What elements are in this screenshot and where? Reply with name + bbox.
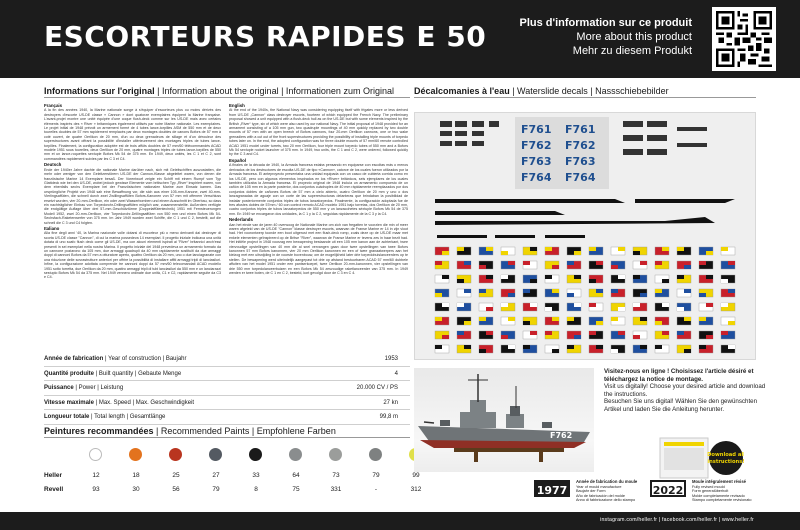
signal-flag-detail <box>596 345 603 349</box>
mould-year-logo: 1977 <box>534 480 570 497</box>
signal-flag-detail <box>486 247 493 251</box>
signal-flag-detail <box>662 331 669 335</box>
signal-flag-detail <box>530 331 537 335</box>
spec-label-rest: | Total length | Gesamtlänge <box>89 414 166 420</box>
decal-code: F762 <box>521 139 552 152</box>
signal-flag-detail <box>508 261 515 265</box>
spec-value: 27 kn <box>383 399 398 406</box>
social-links[interactable]: instagram.com/heller.fr | facebook.com/heller.fr | www.heller.fr <box>600 517 754 523</box>
heller-code: 25 <box>172 472 180 479</box>
lang-heading-es: Español <box>229 157 247 163</box>
hull-number: F762 <box>550 431 573 440</box>
revell-code: 75 <box>292 486 300 493</box>
more-info-de: Mehr zu diesem Produkt <box>572 45 692 57</box>
heller-code: 64 <box>292 472 300 479</box>
signal-flag-detail <box>479 265 486 269</box>
signal-flag-detail <box>721 331 728 335</box>
spec-value: 1953 <box>384 356 398 362</box>
instructions-download-graphic[interactable] <box>658 432 744 482</box>
more-info-en: More about this product <box>576 31 692 43</box>
signal-flag-detail <box>508 317 515 321</box>
lang-heading-en: English <box>229 103 245 108</box>
signal-flag-detail <box>501 303 508 307</box>
signal-flag-detail <box>464 345 471 349</box>
decal-code: F763 <box>565 155 596 168</box>
history-column-left <box>44 102 221 348</box>
signal-flag-detail <box>545 247 552 251</box>
signal-flag-detail <box>501 335 508 339</box>
signal-flag-detail <box>486 275 493 279</box>
signal-flag-detail <box>618 307 625 311</box>
signal-flag-detail <box>530 303 537 307</box>
decal-sheet-artwork <box>415 113 757 361</box>
decals-title-bold: Décalcomanies à l'eau <box>414 86 510 96</box>
history-column-right <box>229 102 408 348</box>
signal-flag-detail <box>567 345 574 349</box>
signal-flag-detail <box>457 247 464 251</box>
signal-flags-grid <box>435 247 735 353</box>
signal-flag-detail <box>552 317 559 321</box>
signal-flag-detail <box>552 349 559 353</box>
history-text-en: At the end of the 1940s, the National Navy was considering equipping itself with frigates more or less derived from US-DE „Cannon“ class destroyer escorts, fourteen of which equipped the French Navy. The preliminary proposal showed a unit equipped with a flush-deck hull as on the US-DE but with some elements inspired by the British „River“ type, six of which were also used by our national Navy. The initial proposal of 1948 provided for an armament consisting of a 105 mm gun, two quadruple mountings of 40 mm quickly replaced by two double mounts of 57 mm with an open breech of Bofors cannons, four 20-mm Oerlikon cannons, one or two wake grenadiers with a cut out of the front superstructures providing the possibility of installing triple mounts of torpedo tubes later on. In the end, the adopted configuration was for three double mounts of 57 mm/60 remote controlled ACAD 1951 model under turrets, two 20 mm Oerlikon, four triple mount torpedo tubes of 550 mm and a Bofors Mk 54 sextuple rocket launcher of 375 mm. In 1949, two units, the C 1 and C 2, were ordered, followed quickly by the C 3 and C4. <box>229 108 408 157</box>
signal-flag-detail <box>464 289 471 293</box>
signal-flag-detail <box>523 321 530 325</box>
signal-flag-detail <box>677 307 684 311</box>
revell-code: 312 <box>410 486 422 493</box>
decals-title-rest: | Waterslide decals | Nassschiebebilder <box>509 86 669 96</box>
spec-label-bold: Vitesse maximale <box>44 399 94 406</box>
signal-flag-detail <box>552 289 559 293</box>
signal-flag-detail <box>699 317 706 321</box>
signal-flag-detail <box>589 279 596 283</box>
signal-flag-detail <box>611 349 618 353</box>
decal-code: F761 <box>565 123 596 136</box>
history-text-fr: A la fin des années 1940, la Marine nationale songe à s'équiper d'escorteurs plus ou moins dérivés des destroyers d'escorte US-DE classe « Cannon » dont quatorze exemplaires équipent la Marine française. L'avant-projet montre une unité équipée d'une coque flush-deck comme sur les US-DE mais avec certains éléments inspirés des « River » britanniques également utilisés par notre Marine nationale. Les exemplaires. Le projet initial de 1948 prévoit un armement formé de 4 tubes lance-torpilles ASM de 550 mm et de deux tourelles doubles de 57 mm rapidement remplacés par deux montages doubles de canons Bofors de 57 mm à coté ouvert, de quatre Oerlikon de 20 mm, d'un ou deux grenadeurs de sillage et d'un dérouleur des superstructures avant offrant la possibilité d'installer ultérieurement des montages triples de tubes lance-torpilles. Finalement, la configuration adoptée est de trois affûts doubles de 57 mm/60 télécommandés ACAD modèle 1951 sous tourelles, deux Oerlikon de 20 mm, quatre montages triples de tubes lance-torpilles de 550 mm et un lance-roquettes sextuple Bofors Mk 54 de 375 mm. En 1949, deux unités, les C 1 et C 2, sont commandées rapidement suivies par les C 3 et C4. <box>44 108 221 161</box>
signal-flag-detail <box>501 275 508 279</box>
signal-flag-detail <box>552 265 559 269</box>
signal-flag-detail <box>728 289 735 293</box>
ship-model-image <box>414 368 594 472</box>
paints-divider <box>44 437 410 438</box>
online-instructions-info <box>604 368 774 414</box>
signal-flag-detail <box>684 317 691 321</box>
signal-flag-detail <box>655 289 662 293</box>
signal-flag-detail <box>545 331 552 335</box>
signal-flag-detail <box>640 293 647 297</box>
signal-flag-detail <box>633 275 640 279</box>
signal-flag-detail <box>435 345 442 349</box>
signal-flag-detail <box>464 321 471 325</box>
revell-code: 331 <box>330 486 342 493</box>
signal-flag-detail <box>655 321 662 325</box>
signal-flag-detail <box>706 275 713 279</box>
paint-swatch <box>329 448 342 461</box>
signal-flag-detail <box>706 251 713 255</box>
revell-code: 30 <box>132 486 140 493</box>
signal-flag-detail <box>501 251 508 255</box>
heller-code: 18 <box>132 472 140 479</box>
signal-flag-detail <box>596 289 603 293</box>
signal-flag-detail <box>435 317 442 321</box>
download-badge-icon <box>709 441 743 475</box>
signal-flag-detail <box>530 247 537 251</box>
revell-code: 56 <box>172 486 180 493</box>
signal-flag-detail <box>640 345 647 349</box>
heller-code: 79 <box>372 472 380 479</box>
lang-heading-de: Deutsch <box>44 162 62 168</box>
mould-year-text: Année de fabrication du moule Year of mould manufacture Baujahr der Form Año de fabricación del molde Anno di fabbricazione dello stampo <box>576 479 638 503</box>
decal-code: F764 <box>521 171 552 184</box>
paints-title-rest: | Recommended Paints | Empfohlene Farben <box>153 426 336 436</box>
signal-flag-detail <box>699 293 706 297</box>
signal-flag-detail <box>589 247 596 251</box>
heller-code: 73 <box>332 472 340 479</box>
revell-code: 79 <box>212 486 220 493</box>
lang-heading-nl: Nederlands <box>229 217 253 223</box>
signal-flag-detail <box>699 345 706 349</box>
signal-flag-detail <box>596 261 603 265</box>
lang-heading-it: Italiano <box>44 225 60 231</box>
spec-row <box>44 352 410 367</box>
signal-flag-detail <box>677 275 684 279</box>
history-text-es: A finales de la década de 1940, la Armada francesa estaba pensando en equiparse con escoltas más o menos derivados de los destructores de escolta US-DE de tipo «Cannon», catorce de los cuales fueron utilizados por la Armada francesa. El anteproyecto presentaba una unidad equipada con un casco de cubierta corrida como en los US-DE, pero con algunos elementos inspirados en los «River» británicos, seis ejemplares de los cuales también utilizaba la Armada francesa. El proyecto original de 1948 incluía un armamento compuesto de un cañón de 105 mm en la parte posterior, dos conjuntos cuádruples de 40 mm rápidamente reemplazados por dos conjuntos dobles de cañones Bofors de 57 mm a cielo abierto, cuatro Oerlikon de 20 mm y uno o dos lanzagranadas de aguaje con un corte de las superestructuras delanteras que brindaban la posibilidad de instalar posteriormente conjuntos triples de tubos lanzatorpedos. Finalmente, la configuración adoptada fue de tres afustes dobles de 57mm / 60 con control remoto ACAD modelo 1951 bajo torretas, dos Oerlikon de 20 mm, cuatro conjuntos triples de tubos lanzatorpedos de 550 mm y un lanzacohetes séxtuple Bofors Mk 54 de 375 mm. En 1949 se encargaron dos unidades, la C 1 y la C 2, seguidas rápidamente de la C 3 y la C4. <box>229 163 408 216</box>
signal-flag-detail <box>618 331 625 335</box>
spec-label-bold: Quantité produite <box>44 370 94 377</box>
signal-flag-detail <box>567 261 574 265</box>
spec-label-rest: | Year of construction | Baujahr <box>103 356 187 362</box>
signal-flag-detail <box>640 317 647 321</box>
info-title-bold: Informations sur l'original <box>44 86 155 96</box>
signal-flag-detail <box>574 335 581 339</box>
history-text-de: Ende der 1940er Jahre dachte die nationale Marine darüber nach, sich mit Geleitschiffen auszustatten, die mehr oder weniger von den Geleitzerstörern US-DE der Cannon-Klasse abgeleitet waren, von denen die französische Marine 14 Exemplare besaß. Der Vorentwurf zeigte ein Schiff mit einem Rumpf vom Typ Glattdeck wie bei den US-DE, wobei jedoch gewisse Elemente vom britischen Typ „River“ inspiriert waren, von dem ebenfalls sechs Exemplare bei der Französischen nationalen Marine zum Einsatz kamen. Das ursprüngliche Projekt von 1948 sah eine Bewaffnung vor, die sich aus einer 105-mm-Kanone, zwei 40-mm-Vierlingsaffüten, die schnell durch zwei Zwillingsaffüten Bofors-Kanonen von 57 mm mit offenem Verschluss ersetzt wurden, vier 20-mm-Oerlikon, ein oder zwei Wasserbomben und einem Ausschnitt im Oberbau, so dass ein nachträglicher Einbau von Torpedorohr-Drillingsaffüten möglich war, zusammenstellte. Außerdem verfügte die endgültige Auflage über drei 57-mm-Geschütztürme (Doppelaffütentechnik) 1951 mit Fernsteuerungen Modell 1952, zwei 20-mm-Oerlikon, vier Torpedorohr-Drillingsaffüten von 550 mm und einen Bofors Mk 54-Sechsfach-Raketenwerfer von 375 mm. Im Jahr 1949 wurden zwei Schiffe, die C 1 und C 2, bestellt, auf die schnell die C 3 und C4 folgten. <box>44 167 221 225</box>
spec-label-rest: | Power | Leistung <box>73 385 124 391</box>
signal-flag-detail <box>479 317 486 321</box>
badge-line-1: Download all <box>707 452 744 458</box>
signal-flag-detail <box>677 247 684 251</box>
paint-swatch <box>129 448 142 461</box>
signal-flag-detail <box>523 289 530 293</box>
signal-flag-detail <box>721 247 728 251</box>
signal-flag-detail <box>611 265 618 269</box>
signal-flag-detail <box>728 345 735 349</box>
qr-code[interactable] <box>712 7 776 71</box>
paint-swatch <box>89 448 102 461</box>
page-title: ESCORTEURS RAPIDES E 50 <box>44 20 487 53</box>
spec-row <box>44 396 410 411</box>
signal-flag-detail <box>523 261 530 265</box>
paint-swatch <box>209 448 222 461</box>
signal-flag-detail <box>567 317 574 321</box>
signal-flag-detail <box>618 247 625 251</box>
online-text-fr: Visitez-nous en ligne ! Choisissez l'article désiré et téléchargez la notice de montage. <box>604 368 754 383</box>
qr-code-icon <box>716 11 772 67</box>
signal-flag-detail <box>684 349 691 353</box>
paint-swatch <box>249 448 262 461</box>
heller-label: Heller <box>44 472 63 479</box>
signal-flag-detail <box>486 307 493 311</box>
heller-code: 27 <box>212 472 220 479</box>
info-section-title <box>44 86 394 96</box>
signal-flag-detail <box>662 279 669 283</box>
online-text-en: Visit us digitally! Choose your desired article and download the instructions. <box>604 383 766 398</box>
revell-code: - <box>374 486 378 493</box>
signal-flag-detail <box>662 247 669 251</box>
signal-flag-detail <box>530 279 537 283</box>
revised-title: Moule intégralement révisé <box>692 479 746 484</box>
heller-code: 12 <box>92 472 100 479</box>
spec-row <box>44 410 410 425</box>
signal-flag-detail <box>457 279 464 283</box>
revised-mould-logo: 2022 <box>650 480 686 497</box>
paint-swatch <box>369 448 382 461</box>
paints-title-bold: Peintures recommandées <box>44 426 154 436</box>
info-title-rest: | Information about the original | Informationen zum Original <box>154 86 394 96</box>
history-text-it: Alla fine degli anni '40, la Marina nazionale volle dotarsi di escorteur più o meno derivanti dai destroyer di scorta US-DE classe "Cannon", di cui la marina possedeva 14 esemplari. Il progetto iniziale indicava una unità dotata di uno scafo flush deck come gli US-DE, ma con alcuni elementi ispirati ai "River" britannici anch'essi presenti in sei esemplari nella nostra Marina. Il progetto iniziale del 1948 prevedeva un armamento formato da un cannone poziarono da 105 mm, due armaggi quadrupli da 40 mm rapidamente sostituiti da due armaggi doppi di cannoni Bofors da 57 mm a otturatore aperto, quattro Oerlikon da 20 mm, uno o due lanciagranate con una riduzione delle sovrastrutture anteriori per offrire la possibilità di installare affiti armaggi tripli di lanciasiluri. Infine, la configurazione adottata comprende tre cannoni doppi da 57 mm/60 telecomandati ACAD modello 1951 sotto torretta, due Oerlikon da 20 mm, quattro armaggi tripli di tubi lanciasiluri da 550 mm e un lanciarazzi sestuplo Bofors Mk 54 da 375 mm. Nel 1949 vennero ordinate due unità, C1 e C2, rapidamente seguite da C3 e C4. <box>44 231 221 280</box>
signal-flag-detail <box>721 279 728 283</box>
spec-row <box>44 367 410 382</box>
badge-line-2: instructions! <box>707 459 744 465</box>
model-photo <box>414 368 594 472</box>
signal-flag-detail <box>574 303 581 307</box>
signal-flag-detail <box>567 293 574 297</box>
signal-flag-detail <box>611 317 618 321</box>
footer-bar <box>0 512 800 530</box>
signal-flag-detail <box>457 303 464 307</box>
signal-flag-detail <box>479 289 486 293</box>
mould-title: Année de fabrication du moule <box>576 479 638 484</box>
revell-label: Revell <box>44 486 64 493</box>
heller-code-row <box>44 472 420 482</box>
decal-code: F762 <box>565 139 596 152</box>
signal-flag-detail <box>589 331 596 335</box>
header-bar <box>0 0 800 78</box>
signal-flag-detail <box>655 345 662 349</box>
signal-flag-detail <box>596 321 603 325</box>
spec-value: 20.000 CV / PS <box>356 385 398 391</box>
signal-flag-detail <box>442 251 449 255</box>
signal-flag-detail <box>545 275 552 279</box>
decals-divider <box>414 97 756 98</box>
more-info-text <box>519 16 692 58</box>
signal-flag-detail <box>589 303 596 307</box>
decals-section-title <box>414 86 669 96</box>
specs-table <box>44 352 410 425</box>
signal-flag-detail <box>662 303 669 307</box>
signal-flag-detail <box>457 331 464 335</box>
signal-flag-detail <box>574 275 581 279</box>
signal-flag-detail <box>479 349 486 353</box>
signal-flag-detail <box>728 321 735 325</box>
signal-flag-detail <box>677 331 684 335</box>
signal-flag-detail <box>545 307 552 311</box>
revised-mould-text: Moule intégralement révisé Fully revised mould Form generalüberholt Molde completamente revisado Stampo completamente revisionato <box>692 479 752 503</box>
lang-heading-fr: Français <box>44 103 63 108</box>
signal-flag-detail <box>442 303 449 307</box>
revell-code: 8 <box>254 486 258 493</box>
paint-swatch <box>169 448 182 461</box>
signal-flag-detail <box>640 261 647 265</box>
signal-flag-detail <box>721 303 728 307</box>
spec-label-bold: Puissance <box>44 385 74 391</box>
spec-value: 4 <box>394 370 398 377</box>
decal-sheet <box>414 112 756 360</box>
more-info-fr: Plus d'information sur ce produit <box>519 17 692 29</box>
signal-flag-detail <box>633 335 640 339</box>
signal-flag-detail <box>464 261 471 265</box>
signal-flag-detail <box>508 345 515 349</box>
signal-flag-detail <box>633 251 640 255</box>
spec-label-bold: Année de fabrication <box>44 356 104 362</box>
info-divider <box>44 97 410 98</box>
signal-flag-detail <box>574 251 581 255</box>
signal-flag-detail <box>618 275 625 279</box>
spec-label-bold: Longueur totale <box>44 414 90 420</box>
paint-swatch <box>289 448 302 461</box>
signal-flag-detail <box>706 303 713 307</box>
heller-code: 33 <box>252 472 260 479</box>
signal-flag-detail <box>435 261 442 265</box>
signal-flag-detail <box>699 261 706 265</box>
spec-label-rest: | Built quantity | Gebaute Menge <box>94 370 182 377</box>
decal-code: F764 <box>565 171 596 184</box>
online-text-de: Besuchen Sie uns digital! Wählen Sie den gewünschten Artikel und laden Sie die Anleitung herunter. <box>604 398 758 413</box>
paint-swatch-row <box>44 448 404 462</box>
paints-section-title <box>44 426 336 436</box>
decal-code: F763 <box>521 155 552 168</box>
signal-flag-detail <box>435 293 442 297</box>
signal-flag-detail <box>611 289 618 293</box>
spec-label-rest: | Max. Speed | Max. Geschwindigkeit <box>93 399 195 406</box>
spec-row <box>44 381 410 396</box>
decal-code: F761 <box>521 123 552 136</box>
revell-code: 93 <box>92 486 100 493</box>
spec-value: 99,8 m <box>379 414 398 420</box>
signal-flag-detail <box>655 261 662 265</box>
signal-flag-detail <box>633 303 640 307</box>
signal-flag-detail <box>486 331 493 335</box>
signal-flag-detail <box>728 261 735 265</box>
signal-flag-detail <box>684 265 691 269</box>
signal-flag-detail <box>684 289 691 293</box>
heller-code: 99 <box>412 472 420 479</box>
history-text-nl: Aan het einde van de jaren 40 overwoog de Nationale Marine om zich van fregatten te voorzien die min of meer waren afgeleid van de US-DE "Cannon" klasse destroyer escorts, waarvan de Franse Marine er 14 in zijn vloot had. Het voorontwerp toonde een boot uitgerust met een flush-deck romp, zoals deze op de US-DE maar met enkele elementen geïnspireerd op de Britse "River", waarvan de Franse Marine er tevens zes in haar bezit had. Het initiële project in 1948 voorzag een bewapening bestaande uit een 105 mm kanon aan de achterkant, twee viervoudige opstellingen van 40 mm die al snel vervangen gaan door twee opstellingen van twee Bofors kanonnen 57 mm Bofors kanonnen, vier 20 mm Oerlikon kanonnen en een of twee granaatwerpers aan het kielzog met een uitsnijding in de voorste bovenbouw, om de mogelijkheid later drie torpedobuislanceerders op te stellen. De bewapening werd uiteindelijk aangepast tot drie op afstand bestuurbaren ACAD 57 mm/60 dubbele affuiten van het model 1951 onder een pantserkoepel, twee Oerlikon 20-mm-kanonnen, vier opstellingen van drie 550 mm torpedolanceerbuizen en een Bofors Mk 54 zesvoudige raketlanceerder van 375 mm. In 1949 werden er twee boten, de C 1 en C 2, besteld, kort gevolgd door de C 3 en C 4. <box>229 222 408 276</box>
signal-flag-detail <box>442 335 449 339</box>
signal-flag-detail <box>706 335 713 339</box>
signal-flag-detail <box>508 293 515 297</box>
revell-code-row <box>44 486 422 496</box>
signal-flag-detail <box>442 275 449 279</box>
signal-flag-detail <box>523 345 530 349</box>
